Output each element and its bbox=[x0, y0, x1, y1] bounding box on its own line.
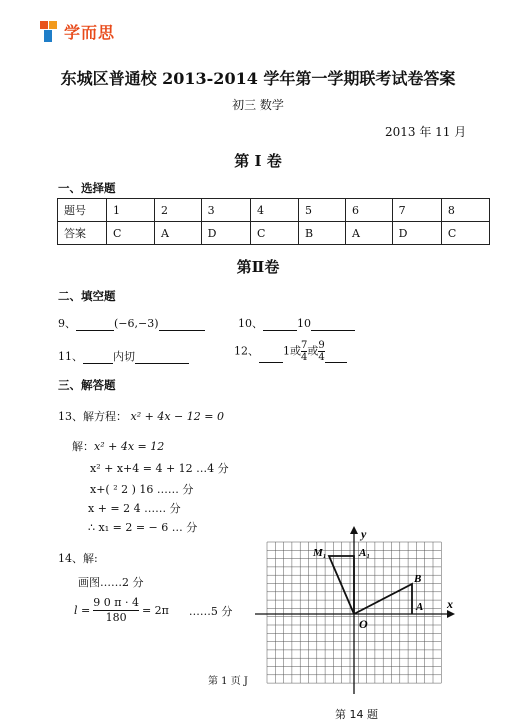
q9-label: 9、 bbox=[58, 317, 76, 330]
table-cell: 7 bbox=[392, 199, 441, 222]
section3-title: 三、解答题 bbox=[58, 378, 116, 392]
answer-table bbox=[57, 198, 490, 245]
q9 bbox=[58, 315, 205, 331]
q13-equation: x² + 4x − 12 = 0 bbox=[130, 410, 224, 423]
q12-f1-num: 7 bbox=[301, 340, 308, 351]
table-cell: 6 bbox=[346, 199, 393, 222]
table-cell: D bbox=[201, 222, 250, 245]
q11-label: 11、 bbox=[58, 350, 83, 363]
q13-label: 13、解方程： bbox=[58, 410, 127, 423]
table-cell: D bbox=[392, 222, 441, 245]
q11 bbox=[58, 348, 189, 364]
solution-step4: x + = 2 4 …… 分 bbox=[88, 502, 181, 515]
coordinate-figure bbox=[255, 522, 465, 702]
q13-solution-step bbox=[72, 438, 164, 454]
page-footer: 第 1 页 J bbox=[208, 676, 248, 687]
q14-label: 14、解: bbox=[58, 552, 98, 565]
table-cell: B bbox=[298, 222, 345, 245]
table-cell: A bbox=[346, 222, 393, 245]
table-row bbox=[58, 199, 490, 222]
q14-formula bbox=[74, 596, 232, 625]
axis-x-label: x bbox=[447, 597, 453, 611]
logo-mark-icon bbox=[40, 21, 60, 43]
figure-caption: 第 14 题 bbox=[335, 708, 378, 721]
table-cell: A bbox=[155, 222, 202, 245]
q14-lhs: l = bbox=[74, 604, 91, 617]
q13 bbox=[58, 408, 224, 424]
q10-label: 10、 bbox=[238, 317, 263, 330]
q10-answer: 10 bbox=[297, 317, 311, 330]
q14-rhs: = 2π bbox=[141, 604, 169, 617]
part2-title: 第Ⅱ卷 bbox=[236, 258, 280, 276]
section1-title: 一、选择题 bbox=[58, 181, 116, 195]
point-m-label: M₁ bbox=[313, 547, 327, 559]
q12-f2-num: 9 bbox=[318, 340, 325, 351]
axis-y-label: y bbox=[361, 527, 367, 541]
table-cell: C bbox=[441, 222, 489, 245]
point-b-label: B bbox=[414, 573, 422, 585]
q9-answer: (−6,−3) bbox=[114, 317, 159, 330]
q12-or: 或 bbox=[307, 344, 319, 358]
q12-f2-den: 4 bbox=[318, 352, 325, 363]
table-cell: C bbox=[250, 222, 298, 245]
q14-fraction bbox=[93, 596, 139, 625]
q14-num: 9 0 π · 4 bbox=[93, 596, 139, 609]
q12-or: 或 bbox=[290, 344, 301, 358]
solution-step2: x² + x+4 = 4 + 12 …4 分 bbox=[90, 462, 229, 475]
q12 bbox=[234, 340, 347, 363]
q10 bbox=[238, 315, 355, 331]
table-cell: 3 bbox=[201, 199, 250, 222]
q12-f1-den: 4 bbox=[301, 352, 308, 363]
point-a-label: A bbox=[416, 601, 424, 613]
table-cell: 题号 bbox=[58, 199, 107, 222]
page-subtitle: 初三 数学 bbox=[232, 98, 284, 112]
q14-draw: 画图……2 分 bbox=[78, 576, 144, 589]
q14-den: 180 bbox=[93, 610, 139, 625]
solution-step5: ∴ x₁ = 2 = − 6 … 分 bbox=[88, 521, 198, 534]
table-row bbox=[58, 222, 490, 245]
table-cell: C bbox=[107, 222, 155, 245]
table-cell: 1 bbox=[107, 199, 155, 222]
solution-step3: x+( ² 2 ) 16 …… 分 bbox=[90, 483, 194, 496]
q12-a: 1 bbox=[283, 344, 290, 358]
solution-step1: x² + 4x = 12 bbox=[94, 440, 165, 453]
q12-label: 12、 bbox=[234, 344, 259, 358]
q11-answer: 内切 bbox=[113, 350, 135, 363]
page-title: 东城区普通校 2013-2014 学年第一学期联考试卷答案 bbox=[60, 69, 456, 88]
part1-title: 第 I 卷 bbox=[234, 152, 282, 170]
page-date: 2013 年 11 月 bbox=[385, 125, 467, 139]
table-cell: 5 bbox=[298, 199, 345, 222]
logo-text: 学而思 bbox=[64, 23, 116, 42]
table-cell: 8 bbox=[441, 199, 489, 222]
table-cell: 答案 bbox=[58, 222, 107, 245]
q14-score: ……5 分 bbox=[188, 604, 233, 618]
section2-title: 二、填空题 bbox=[58, 289, 116, 303]
origin-label: O bbox=[359, 617, 368, 631]
solution-label: 解： bbox=[72, 440, 94, 453]
point-a1-label: A₁ bbox=[359, 547, 371, 559]
logo bbox=[40, 20, 115, 43]
table-cell: 4 bbox=[250, 199, 298, 222]
table-cell: 2 bbox=[155, 199, 202, 222]
